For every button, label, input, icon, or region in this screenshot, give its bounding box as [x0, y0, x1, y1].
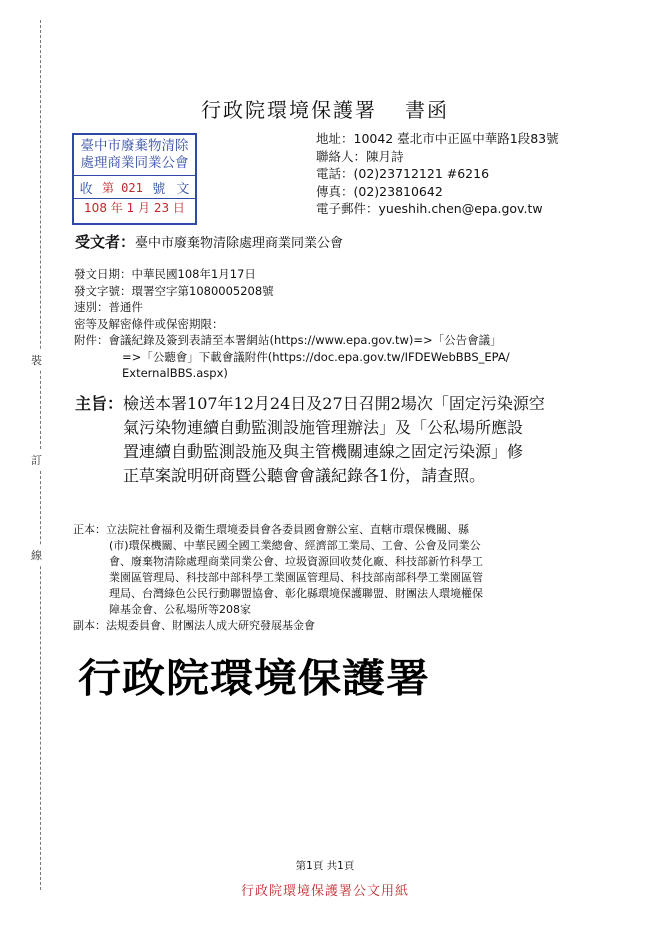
- document-meta: [74, 266, 510, 382]
- document-title: [0, 94, 650, 123]
- stamp-recv-label: 收: [79, 181, 93, 197]
- stamp-date: 108 年 1 月 23 日: [84, 201, 185, 215]
- contact-address: 地址：10042 臺北市中正區中華路1段83號: [316, 131, 559, 146]
- secrecy-class: 密等及解密條件或保密期限：: [74, 316, 224, 331]
- subject-line-2: 氣污染物連續自動監測設施管理辦法」及「公私場所應設: [123, 418, 524, 437]
- recipient-name: 臺中市廢棄物清除處理商業同業公會: [135, 236, 344, 251]
- contact-fax: 傳真：(02)23810642: [316, 183, 443, 199]
- stamp-recv-hao: 號: [152, 181, 166, 197]
- primary-line-1: 立法院社會福利及衛生環境委員會各委員國會辦公室、直轄市環保機關、縣: [106, 523, 469, 536]
- contact-email: 電子郵件：yueshih.chen@epa.gov.tw: [316, 201, 543, 216]
- stamp-recv-number: 第 021: [101, 180, 143, 195]
- primary-line-5: 理局、台灣綠色公民行動聯盟協會、彰化縣環境保護聯盟、財團法人環境權保: [109, 587, 483, 600]
- attachment-line-2: =>「公聽會」下載會議附件(https://doc.epa.gov.tw/IFDEWebBBS_EPA/: [122, 349, 510, 364]
- speed-class: 速別：普通件: [74, 300, 143, 314]
- title-type: 書函: [405, 98, 449, 122]
- subject-line-3: 置連續自動監測設施及與主管機關連線之固定污染源」修: [123, 442, 524, 461]
- receipt-stamp: [72, 133, 197, 225]
- copy-line-1: 法規委員會、財團法人成大研究發展基金會: [106, 619, 315, 632]
- issue-date: 發文日期：中華民國108年1月17日: [74, 267, 256, 281]
- primary-line-4: 業園區管理局、科技部中部科學工業園區管理局、科技部南部科學工業園區管: [109, 571, 483, 584]
- contact-block: [316, 130, 559, 218]
- binding-mark-zhuang: 裝: [31, 350, 42, 370]
- stamp-org-name: [74, 135, 195, 176]
- copy-label: 副本：: [73, 619, 106, 632]
- stamp-org-line-1: 臺中市廢棄物清除: [80, 138, 189, 154]
- issue-number: 發文字號：環署空字第1080005208號: [74, 283, 274, 298]
- recipient-label: 受文者：: [75, 233, 136, 251]
- primary-line-6: 障基金會、公私場所等208家: [109, 603, 251, 616]
- attachment-line-1: 附件：會議紀錄及簽到表請至本署網站(https://www.epa.gov.tw)=>「公告會議」: [74, 333, 502, 347]
- recipient-line: [75, 231, 343, 252]
- stamp-recv-wen: 文: [176, 181, 190, 197]
- distribution-block: [73, 522, 593, 634]
- primary-label: 正本：: [73, 523, 106, 536]
- primary-line-2: (市)環保機關、中華民國全國工業總會、經濟部工業局、工會、公會及同業公: [109, 539, 481, 552]
- contact-person: 聯絡人：陳月詩: [316, 148, 404, 164]
- page-number: 第1頁 共1頁: [295, 860, 355, 872]
- binding-mark-ding: 訂: [31, 450, 42, 470]
- footer-paper-label: 行政院環境保護署公文用紙: [240, 884, 409, 899]
- contact-phone: 電話：(02)23712121 #6216: [316, 166, 490, 181]
- primary-line-3: 會、廢棄物清除處理商業同業公會、垃圾資源回收焚化廠、科技部新竹科學工: [109, 555, 483, 568]
- binding-mark-xian: 線: [31, 545, 42, 565]
- subject-block: [75, 392, 585, 488]
- subject-line-1: 檢送本署107年12月24日及27日召開2場次「固定污染源空: [123, 394, 545, 413]
- stamp-receipt-row: [74, 176, 195, 199]
- attachment-line-3: ExternalBBS.aspx): [122, 366, 228, 380]
- stamp-org-line-2: 處理商業同業公會: [80, 155, 189, 171]
- subject-label: 主旨：: [75, 394, 124, 413]
- title-agency: 行政院環境保護署: [201, 98, 377, 122]
- agency-seal: 行政院環境保護署: [78, 656, 430, 703]
- subject-line-4: 正草案說明研商暨公聽會會議紀錄各1份，請查照。: [123, 466, 486, 485]
